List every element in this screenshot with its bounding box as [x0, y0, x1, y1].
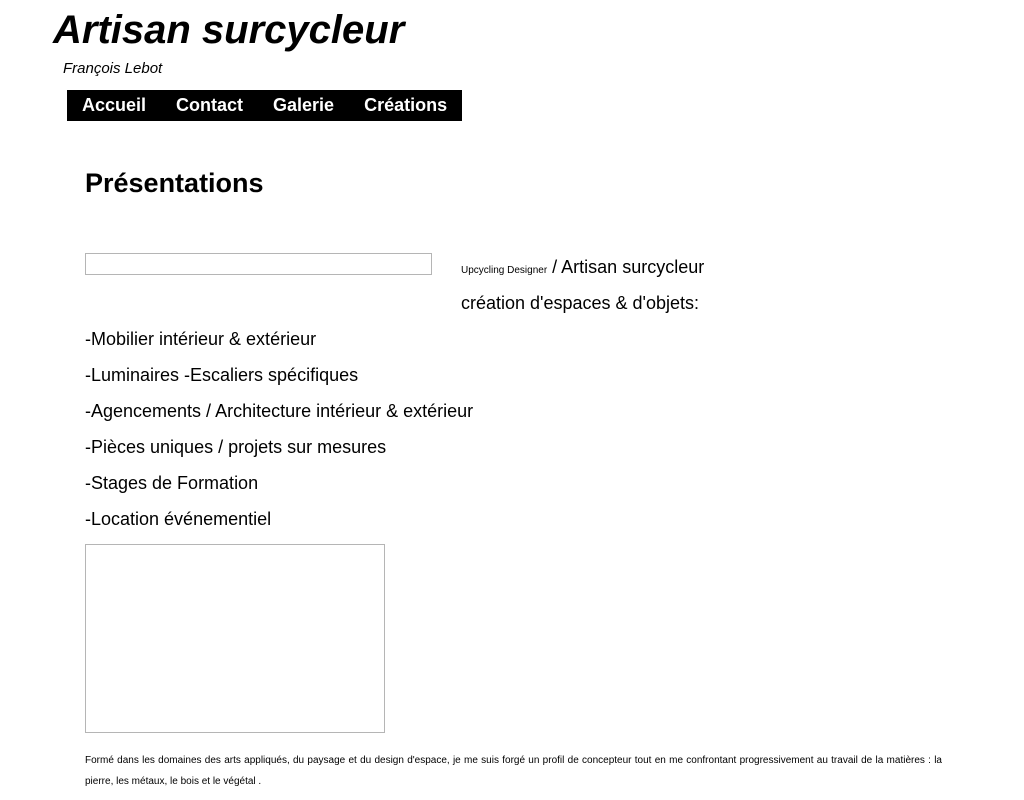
- list-item: -Location événementiel: [85, 509, 272, 529]
- list-item: -Luminaires -Escaliers spécifiques: [85, 365, 359, 385]
- image-placeholder: [85, 544, 385, 733]
- intro-artisan-label: / Artisan surcycleur: [547, 257, 705, 277]
- nav-item-galerie[interactable]: Galerie: [273, 95, 335, 115]
- list-item: -Stages de Formation: [85, 473, 259, 493]
- main-nav: [67, 90, 462, 121]
- site-title: Artisan surcycleur: [53, 8, 405, 52]
- nav-item-contact[interactable]: Contact: [176, 95, 244, 115]
- intro-line: [461, 255, 704, 283]
- list-item: -Mobilier intérieur & extérieur: [85, 329, 317, 349]
- image-placeholder: [85, 253, 432, 275]
- nav-item-accueil[interactable]: Accueil: [82, 95, 147, 115]
- site-subtitle: François Lebot: [63, 60, 163, 77]
- intro-designer-label: Upcycling Designer: [461, 265, 548, 276]
- bio-paragraph: Formé dans les domaines des arts appliqués, du paysage et du design d'espace, je me suis forgé un profil de concepteur tout en me confrontant progressivement au travail de la matières : la pierre, les métaux, le bois et le végétal .: [85, 755, 942, 787]
- list-item: -Agencements / Architecture intérieur & extérieur: [85, 401, 474, 421]
- page-heading: Présentations: [85, 168, 264, 198]
- services-list: [85, 327, 473, 543]
- intro-creation-line: création d'espaces & d'objets:: [461, 293, 700, 313]
- list-item: -Pièces uniques / projets sur mesures: [85, 437, 387, 457]
- nav-item-creations[interactable]: Créations: [364, 95, 448, 115]
